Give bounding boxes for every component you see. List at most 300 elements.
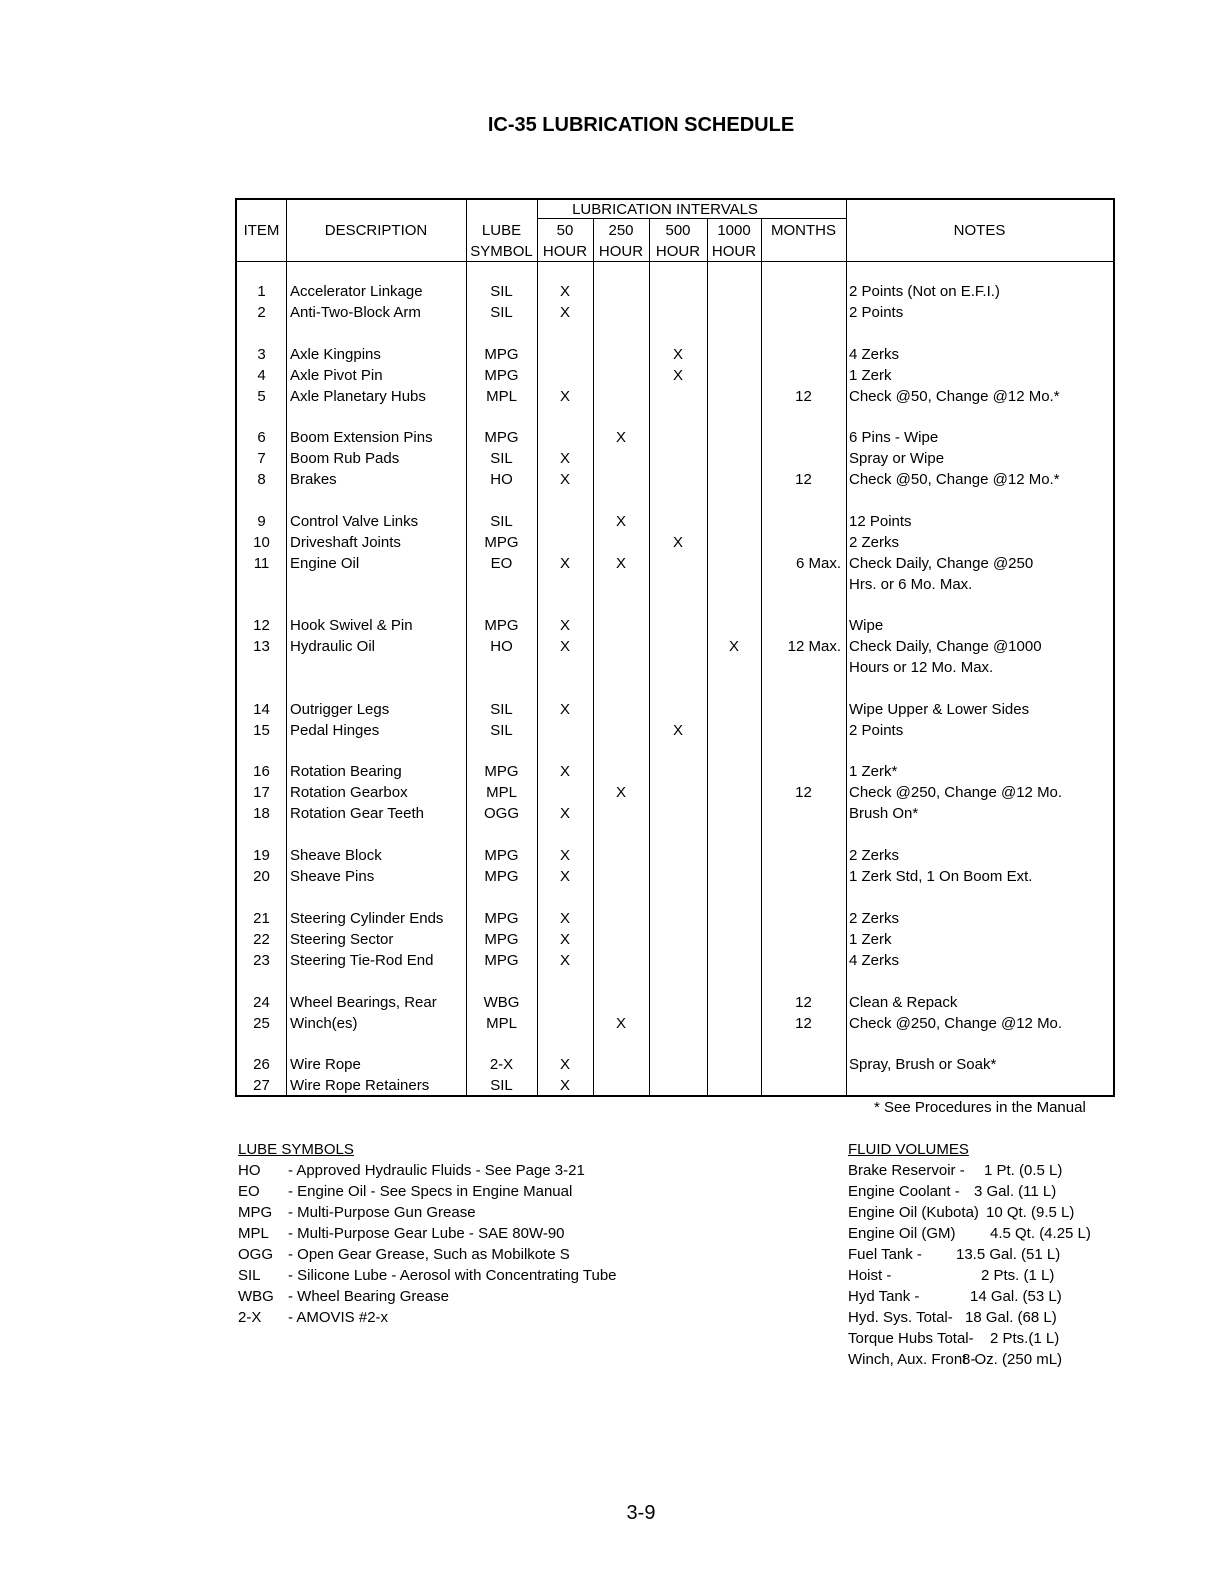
notes-text: Brush On* [849, 805, 919, 822]
notes-text: 4 Zerks [849, 346, 900, 363]
months-value [761, 720, 846, 741]
interval-1000-mark [707, 782, 761, 803]
interval-1000-mark [707, 469, 761, 490]
fluid-volume-value: 13.5 Gal. (51 L) [956, 1246, 1061, 1263]
interval-500-mark [649, 448, 707, 469]
interval-1000-mark [707, 511, 761, 532]
item-description: Axle Kingpins [290, 346, 381, 363]
interval-1000-mark [707, 532, 761, 553]
column-divider [846, 200, 847, 1097]
interval-250-mark: X [615, 784, 626, 801]
lube-code: EO [238, 1183, 260, 1200]
lube-symbol: MPG [484, 367, 519, 384]
interval-250-mark [593, 448, 649, 469]
item-number: 10 [253, 534, 270, 551]
months-value [761, 532, 846, 553]
months-value: 12 [795, 784, 812, 801]
item-number: 9 [257, 513, 266, 530]
lube-symbol: 2-X [489, 1056, 514, 1073]
months-value [761, 448, 846, 469]
notes-text: 12 Points [849, 513, 912, 530]
item-description: Axle Pivot Pin [290, 367, 383, 384]
header-hour: HOUR [655, 243, 701, 260]
months-value [761, 427, 846, 448]
interval-500-mark [649, 553, 707, 574]
interval-1000-mark [707, 281, 761, 302]
interval-250-mark [593, 950, 649, 971]
lube-code-description: - Approved Hydraulic Fluids - See Page 3-21 [288, 1162, 585, 1179]
lube-symbol: MPG [484, 910, 519, 927]
item-description: Wheel Bearings, Rear [290, 994, 437, 1011]
item-description: Rotation Gear Teeth [290, 805, 424, 822]
item-number: 7 [257, 450, 266, 467]
interval-250-mark [593, 469, 649, 490]
fluid-volumes-heading: FLUID VOLUMES [848, 1141, 969, 1158]
item-description: Anti-Two-Block Arm [290, 304, 421, 321]
interval-500-mark [649, 908, 707, 929]
months-value [761, 344, 846, 365]
interval-500-mark [649, 1013, 707, 1034]
interval-50-mark: X [559, 617, 570, 634]
interval-50-mark [537, 532, 593, 553]
lube-symbol: HO [490, 471, 513, 488]
header-hour: HOUR [542, 243, 588, 260]
header-500: 500 [665, 222, 691, 239]
lube-code: SIL [238, 1267, 261, 1284]
item-number: 3 [257, 346, 266, 363]
months-value [761, 845, 846, 866]
months-value: 12 [795, 1015, 812, 1032]
item-description: Wire Rope Retainers [290, 1077, 430, 1094]
interval-50-mark: X [559, 555, 570, 572]
interval-250-mark [593, 929, 649, 950]
interval-250-mark [593, 281, 649, 302]
item-number: 23 [253, 952, 270, 969]
item-description: Wire Rope [290, 1056, 361, 1073]
item-number: 19 [253, 847, 270, 864]
interval-50-mark: X [559, 952, 570, 969]
header-lubrication-intervals: LUBRICATION INTERVALS [572, 201, 758, 218]
fluid-volume-value: 14 Gal. (53 L) [970, 1288, 1062, 1305]
fluid-name: Winch, Aux. Front - [848, 1351, 976, 1368]
interval-1000-mark [707, 720, 761, 741]
interval-500-mark [649, 469, 707, 490]
interval-500-mark [649, 699, 707, 720]
lube-symbols-heading: LUBE SYMBOLS [238, 1141, 354, 1158]
interval-500-mark [649, 782, 707, 803]
lube-symbol: MPG [484, 429, 519, 446]
fluid-name: Fuel Tank - [848, 1246, 922, 1263]
interval-50-mark [537, 511, 593, 532]
fluid-name: Torque Hubs Total- [848, 1330, 974, 1347]
notes-text: Spray or Wipe [849, 450, 945, 467]
interval-500-mark [649, 1075, 707, 1096]
months-value [761, 803, 846, 824]
months-value: 6 Max. [795, 555, 841, 572]
interval-1000-mark [707, 344, 761, 365]
header-notes: NOTES [953, 222, 1006, 239]
lube-code: 2-X [238, 1309, 262, 1326]
interval-500-mark [649, 992, 707, 1013]
lube-symbol: MPG [484, 868, 519, 885]
interval-50-mark: X [559, 1077, 570, 1094]
lube-symbol: MPL [486, 784, 517, 801]
interval-50-mark: X [559, 304, 570, 321]
item-number: 26 [253, 1056, 270, 1073]
interval-250-mark [593, 720, 649, 741]
months-value [761, 908, 846, 929]
fluid-volume-value: 18 Gal. (68 L) [965, 1309, 1057, 1326]
item-description: Pedal Hinges [290, 722, 380, 739]
item-description: Accelerator Linkage [290, 283, 423, 300]
lube-symbol: SIL [490, 304, 513, 321]
item-number: 12 [253, 617, 270, 634]
fluid-volume-value: 10 Qt. (9.5 L) [986, 1204, 1075, 1221]
item-number: 18 [253, 805, 270, 822]
fluid-volume-value: 2 Pts. (1 L) [981, 1267, 1055, 1284]
interval-1000-mark [707, 992, 761, 1013]
interval-1000-mark [707, 1054, 761, 1075]
item-description: Outrigger Legs [290, 701, 390, 718]
lube-symbol: WBG [483, 994, 520, 1011]
lube-symbol: SIL [490, 722, 513, 739]
interval-1000-mark [707, 950, 761, 971]
notes-text: 1 Zerk* [849, 763, 898, 780]
column-divider [286, 200, 287, 1097]
interval-50-mark [537, 427, 593, 448]
fluid-volume-value: 1 Pt. (0.5 L) [984, 1162, 1063, 1179]
item-number: 17 [253, 784, 270, 801]
lube-symbol: HO [490, 638, 513, 655]
months-value [761, 365, 846, 386]
interval-250-mark [593, 1054, 649, 1075]
notes-text: Check @250, Change @12 Mo. [849, 784, 1063, 801]
months-value [761, 281, 846, 302]
item-number: 14 [253, 701, 270, 718]
notes-text: 1 Zerk Std, 1 On Boom Ext. [849, 868, 1033, 885]
interval-1000-mark [707, 908, 761, 929]
lube-code: HO [238, 1162, 261, 1179]
interval-250-mark [593, 344, 649, 365]
fluid-volume-value: 2 Pts.(1 L) [990, 1330, 1060, 1347]
interval-500-mark [649, 302, 707, 323]
months-value: 12 Max. [787, 638, 841, 655]
header-lube-symbol: SYMBOL [470, 243, 533, 260]
item-number: 20 [253, 868, 270, 885]
interval-500-mark: X [672, 367, 683, 384]
interval-50-mark: X [559, 471, 570, 488]
notes-text: Check Daily, Change @1000 [849, 638, 1042, 655]
lube-symbol: EO [490, 555, 513, 572]
notes-text: Check @250, Change @12 Mo. [849, 1015, 1063, 1032]
notes-text: Clean & Repack [849, 994, 958, 1011]
notes-text: Check @50, Change @12 Mo.* [849, 388, 1060, 405]
notes-text: 4 Zerks [849, 952, 900, 969]
interval-1000-mark [707, 803, 761, 824]
header-description: DESCRIPTION [324, 222, 428, 239]
item-description: Axle Planetary Hubs [290, 388, 426, 405]
interval-1000-mark [707, 845, 761, 866]
interval-50-mark: X [559, 701, 570, 718]
item-description: Winch(es) [290, 1015, 358, 1032]
item-number: 2 [257, 304, 266, 321]
months-value [761, 950, 846, 971]
header-item: ITEM [243, 222, 280, 239]
interval-500-mark [649, 427, 707, 448]
fluid-name: Hoist - [848, 1267, 892, 1284]
interval-500-mark [649, 386, 707, 407]
header-hour: HOUR [598, 243, 644, 260]
interval-500-mark [649, 636, 707, 657]
interval-500-mark [649, 845, 707, 866]
item-number: 25 [253, 1015, 270, 1032]
interval-50-mark: X [559, 638, 570, 655]
interval-1000-mark [707, 615, 761, 636]
header-months: MONTHS [771, 222, 836, 239]
item-number: 27 [253, 1077, 270, 1094]
lube-symbol: MPG [484, 931, 519, 948]
fluid-volume-value: 3 Gal. (11 L) [974, 1183, 1057, 1200]
fluid-name: Engine Oil (Kubota) [848, 1204, 979, 1221]
interval-250-mark [593, 615, 649, 636]
interval-250-mark [593, 761, 649, 782]
item-number: 24 [253, 994, 270, 1011]
page-number: 3-9 [626, 1502, 656, 1524]
lube-code: MPG [238, 1204, 273, 1221]
header-hour: HOUR [711, 243, 757, 260]
months-value [761, 929, 846, 950]
lube-symbol: OGG [483, 805, 519, 822]
interval-50-mark: X [559, 1056, 570, 1073]
interval-250-mark [593, 803, 649, 824]
interval-250-mark [593, 908, 649, 929]
notes-text: 2 Points [849, 722, 904, 739]
interval-1000-mark [707, 448, 761, 469]
lube-code-description: - Engine Oil - See Specs in Engine Manual [288, 1183, 573, 1200]
lube-symbol: SIL [490, 701, 513, 718]
interval-500-mark [649, 761, 707, 782]
interval-1000-mark [707, 365, 761, 386]
lube-symbol: MPG [484, 847, 519, 864]
lube-symbol: MPG [484, 534, 519, 551]
lube-symbol: MPL [486, 388, 517, 405]
item-description: Engine Oil [290, 555, 360, 572]
interval-500-mark [649, 511, 707, 532]
months-value: 12 [795, 388, 812, 405]
lube-symbol: SIL [490, 283, 513, 300]
lubrication-schedule-table [235, 198, 1115, 1097]
months-value [761, 866, 846, 887]
item-number: 22 [253, 931, 270, 948]
interval-500-mark [649, 929, 707, 950]
item-number: 5 [257, 388, 266, 405]
interval-50-mark: X [559, 450, 570, 467]
page-title: IC-35 LUBRICATION SCHEDULE [487, 114, 795, 136]
header-50: 50 [556, 222, 574, 239]
interval-1000-mark [707, 302, 761, 323]
months-value [761, 1054, 846, 1075]
item-description: Steering Cylinder Ends [290, 910, 444, 927]
interval-1000-mark [707, 761, 761, 782]
interval-500-mark: X [672, 534, 683, 551]
notes-text: Check @50, Change @12 Mo.* [849, 471, 1060, 488]
fluid-name: Engine Oil (GM) [848, 1225, 956, 1242]
fluid-name: Brake Reservoir - [848, 1162, 965, 1179]
item-number: 13 [253, 638, 270, 655]
item-number: 1 [257, 283, 266, 300]
interval-50-mark [537, 365, 593, 386]
interval-1000-mark [707, 1013, 761, 1034]
months-value [761, 615, 846, 636]
lube-code: MPL [238, 1225, 269, 1242]
interval-250-mark [593, 1075, 649, 1096]
interval-50-mark [537, 992, 593, 1013]
item-number: 16 [253, 763, 270, 780]
months-value: 12 [795, 471, 812, 488]
interval-250-mark: X [615, 513, 626, 530]
item-description: Control Valve Links [290, 513, 419, 530]
item-number: 4 [257, 367, 266, 384]
interval-250-mark [593, 866, 649, 887]
months-value [761, 699, 846, 720]
notes-text: 6 Pins - Wipe [849, 429, 939, 446]
interval-250-mark [593, 302, 649, 323]
interval-500-mark [649, 866, 707, 887]
notes-text: Spray, Brush or Soak* [849, 1056, 997, 1073]
item-description: Steering Sector [290, 931, 394, 948]
interval-50-mark: X [559, 283, 570, 300]
interval-250-mark: X [615, 1015, 626, 1032]
item-number: 6 [257, 429, 266, 446]
notes-text: Check Daily, Change @250 [849, 555, 1034, 572]
fluid-name: Engine Coolant - [848, 1183, 960, 1200]
interval-1000-mark [707, 699, 761, 720]
interval-500-mark [649, 950, 707, 971]
notes-text: Wipe Upper & Lower Sides [849, 701, 1030, 718]
header-lube: LUBE [481, 222, 522, 239]
lube-code-description: - Wheel Bearing Grease [288, 1288, 449, 1305]
lube-symbol: SIL [490, 513, 513, 530]
months-value [761, 761, 846, 782]
interval-1000-mark [707, 866, 761, 887]
item-description: Steering Tie-Rod End [290, 952, 434, 969]
lube-symbol: SIL [490, 1077, 513, 1094]
lube-code-description: - Multi-Purpose Gun Grease [288, 1204, 476, 1221]
interval-250-mark [593, 365, 649, 386]
interval-50-mark [537, 1013, 593, 1034]
notes-text: 1 Zerk [849, 367, 892, 384]
interval-250-mark [593, 699, 649, 720]
fluid-volume-value: 4.5 Qt. (4.25 L) [990, 1225, 1091, 1242]
interval-50-mark: X [559, 805, 570, 822]
interval-1000-mark [707, 553, 761, 574]
item-description: Sheave Block [290, 847, 382, 864]
lube-code: WBG [238, 1288, 274, 1305]
lube-symbol: MPG [484, 617, 519, 634]
interval-50-mark: X [559, 388, 570, 405]
footnote: * See Procedures in the Manual [874, 1099, 1086, 1116]
interval-1000-mark: X [728, 638, 739, 655]
interval-1000-mark [707, 929, 761, 950]
interval-50-mark: X [559, 847, 570, 864]
notes-text: 2 Points [849, 304, 904, 321]
notes-text-continued: Hrs. or 6 Mo. Max. [849, 576, 973, 593]
notes-text: 2 Zerks [849, 847, 900, 864]
fluid-volume-value: 8 Oz. (250 mL) [962, 1351, 1063, 1368]
interval-250-mark [593, 636, 649, 657]
interval-50-mark: X [559, 910, 570, 927]
lube-code-description: - Silicone Lube - Aerosol with Concentrating Tube [288, 1267, 617, 1284]
item-description: Hook Swivel & Pin [290, 617, 413, 634]
interval-250-mark: X [615, 555, 626, 572]
lube-code-description: - AMOVIS #2-x [288, 1309, 389, 1326]
notes-text: 1 Zerk [849, 931, 892, 948]
header-250: 250 [608, 222, 634, 239]
lube-symbol: MPG [484, 952, 519, 969]
months-value: 12 [795, 994, 812, 1011]
lube-code: OGG [238, 1246, 274, 1263]
item-description: Driveshaft Joints [290, 534, 401, 551]
interval-50-mark: X [559, 868, 570, 885]
months-value [761, 511, 846, 532]
interval-500-mark: X [672, 722, 683, 739]
lube-symbol: SIL [490, 450, 513, 467]
interval-1000-mark [707, 427, 761, 448]
interval-250-mark [593, 845, 649, 866]
item-number: 21 [253, 910, 270, 927]
interval-250-mark [593, 992, 649, 1013]
item-number: 15 [253, 722, 270, 739]
months-value [761, 302, 846, 323]
lube-symbol: MPG [484, 346, 519, 363]
header-1000: 1000 [717, 222, 751, 239]
lube-symbol: MPG [484, 763, 519, 780]
interval-500-mark [649, 803, 707, 824]
interval-500-mark: X [672, 346, 683, 363]
item-description: Hydraulic Oil [290, 638, 376, 655]
notes-text [849, 1075, 1111, 1096]
item-number: 8 [257, 471, 266, 488]
lube-code-description: - Multi-Purpose Gear Lube - SAE 80W-90 [288, 1225, 565, 1242]
item-number: 11 [253, 555, 270, 572]
notes-text-continued: Hours or 12 Mo. Max. [849, 659, 994, 676]
months-value [761, 1075, 846, 1096]
interval-50-mark: X [559, 763, 570, 780]
interval-50-mark: X [559, 931, 570, 948]
notes-text: 2 Points (Not on E.F.I.) [849, 283, 1000, 300]
interval-250-mark [593, 532, 649, 553]
interval-500-mark [649, 615, 707, 636]
interval-500-mark [649, 281, 707, 302]
notes-text: 2 Zerks [849, 534, 900, 551]
interval-250-mark [593, 386, 649, 407]
interval-250-mark: X [615, 429, 626, 446]
interval-50-mark [537, 720, 593, 741]
interval-50-mark [537, 344, 593, 365]
item-description: Boom Rub Pads [290, 450, 400, 467]
fluid-name: Hyd Tank - [848, 1288, 920, 1305]
interval-1000-mark [707, 1075, 761, 1096]
notes-text: Wipe [849, 617, 884, 634]
lube-code-description: - Open Gear Grease, Such as Mobilkote S [288, 1246, 570, 1263]
fluid-name: Hyd. Sys. Total- [848, 1309, 953, 1326]
item-description: Rotation Gearbox [290, 784, 408, 801]
lube-symbol: MPL [486, 1015, 517, 1032]
notes-text: 2 Zerks [849, 910, 900, 927]
item-description: Brakes [290, 471, 337, 488]
interval-50-mark [537, 782, 593, 803]
item-description: Sheave Pins [290, 868, 375, 885]
